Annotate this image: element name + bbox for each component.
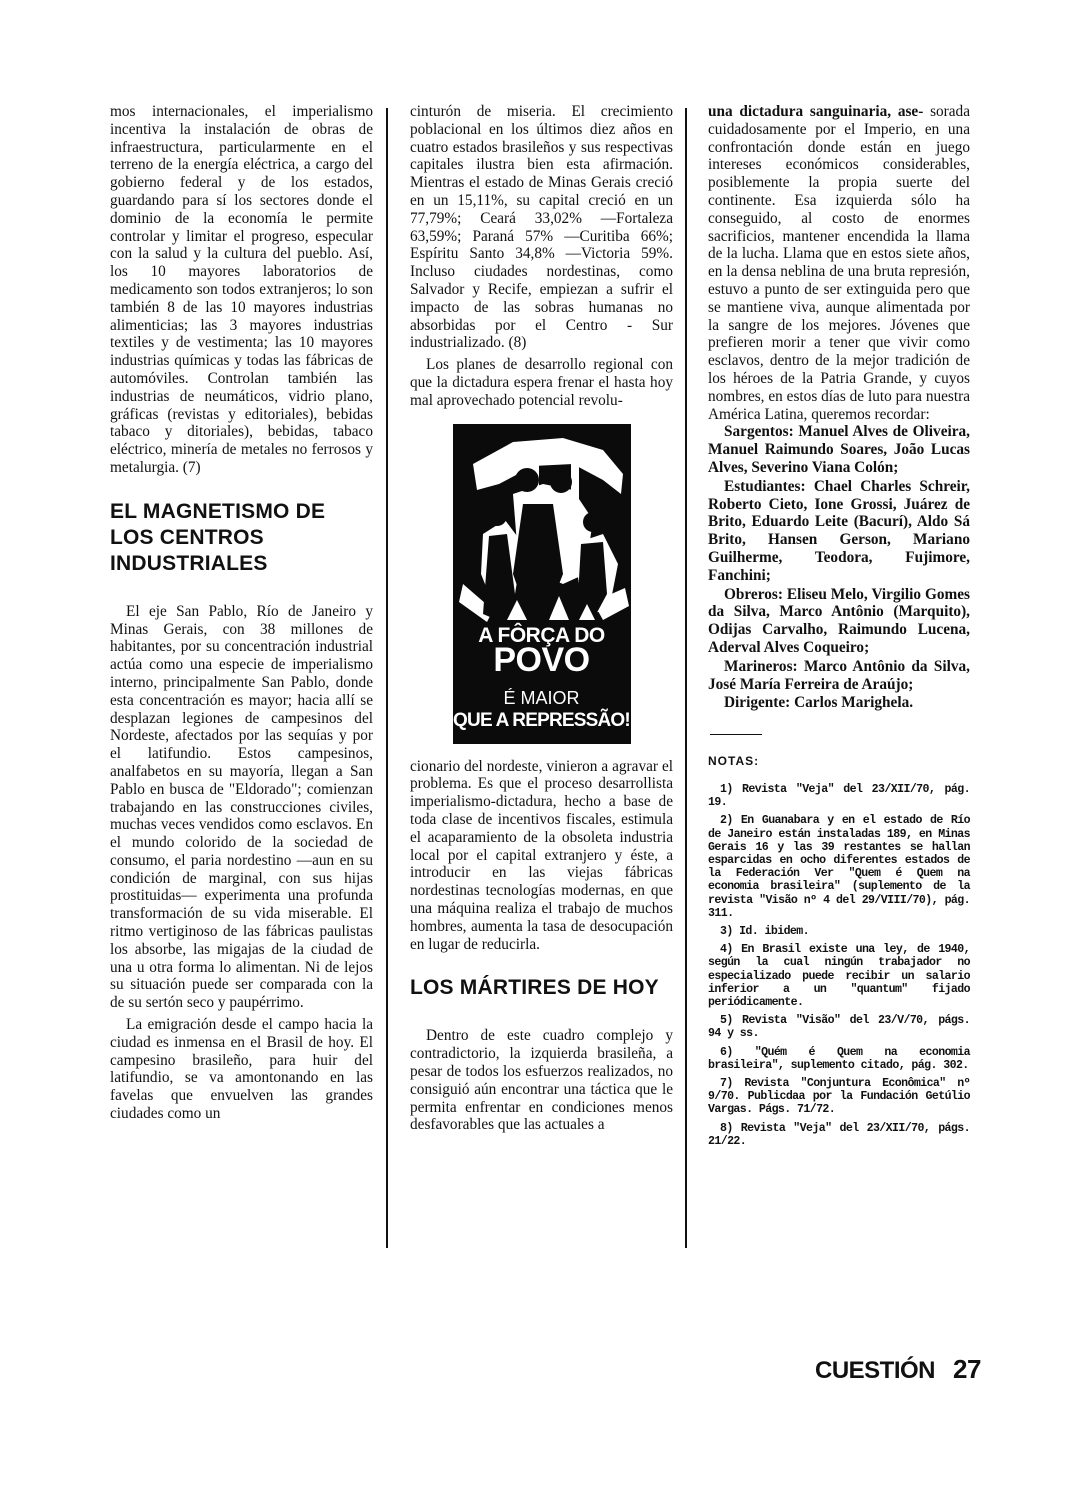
column-2 [410, 103, 673, 1134]
body-paragraph: cionario del nordeste, vinieron a agravar el problema. Es que el proceso desarrollista imperialismo-dictadura, hecho a base de toda clase de incentivos fiscales, estimula el acaparamiento de la obsoleta industria local por el capital extranjero y éste, a introducir en las viejas fábricas nordestinas tecnologías modernas, en que una máquina realiza el trabajo de muchos hombres, aumenta la tasa de desocupación en lugar de reducirla. [410, 757, 673, 953]
footnotes-list [708, 783, 970, 1148]
section-heading-martires: LOS MÁRTIRES DE HOY [410, 976, 659, 1000]
bold-lead: una dictadura sanguinaria, ase- [708, 103, 924, 120]
martyr-group-label: Obreros: [724, 585, 783, 603]
footnote: 3) Id. ibidem. [720, 924, 810, 938]
footnote: 4) En Brasil existe una ley, de 1940, según la cual ningún trabajador no especializado puede recibir un salario inferior a un "quantum" fijado periódicamente. [708, 943, 970, 1009]
martyr-group-label: Estudiantes: [724, 477, 806, 495]
body-paragraph: Los planes de desarrollo regional con que la dictadura espera frenar el hasta hoy mal aprovechado potencial revolu- [410, 356, 673, 409]
paragraph-text: sorada cuidadosamente por el Imperio, en una confrontación donde están en juego intereses económicos considerables, posiblemente la propia suerte del continente. Esa izquierda sólo ha conseguido, al costo de enormes sacrificios, mantener encendida la llama de la lucha. Llama que en estos siete años, en la densa neblina de una bruta represión, estuvo a punto de ser extinguida pero que se mantiene viva, aunque alimentada por la sangre de los mejores. Jóvenes que prefieren morir a tener que vivir como esclavos, dentro de la mejor tradición de los héroes de la Patria Grande, y cuyos nombres, en estos días de luto para nuestra América Latina, queremos recordar: [708, 103, 970, 423]
martyr-group-names: Chael Charles Schreir, Roberto Cieto, Ione Grossi, Juárez de Brito, Eduardo Leite (Bacurí), Aldo Sá Brito, Hansen Gerson, Mariano Guilherme, Teodora, Fujimore, Fanchini; [708, 477, 970, 584]
column-3 [708, 103, 970, 1148]
martyr-group-names: Marco Antônio da Silva, José María Ferreira de Araújo; [708, 657, 970, 693]
body-paragraph: cinturón de miseria. El crecimiento poblacional en los últimos diez años en cuatro estados brasileños y sus respectivas capitales ilustra bien esta afirmación. Mientras el estado de Minas Gerais creció en un 15,11%, su capital creció en un 77,79%; Ceará 33,02% —Fortaleza 63,59%; Paraná 57% —Curitiba 66%; Espíritu Santo 34,8% —Victoria 59%. Incluso ciudades nordestinas, como Salvador y Recife, empiezan a sufrir el impacto de las sobras humanas no absorbidas por el Centro - Sur industrializado. (8) [410, 103, 673, 352]
martyr-group [708, 586, 970, 657]
martyr-group-names: Manuel Alves de Oliveira, Manuel Raimundo Soares, João Lucas Alves, Severino Viana Colón; [708, 423, 970, 476]
martyr-group-names: Carlos Marighela. [794, 694, 914, 712]
martyr-group-names: Eliseu Melo, Virgilio Gomes da Silva, Marco Antônio (Marquito), Odijas Carvalho, Raimundo Lucena, Aderval Alves Coqueiro; [708, 585, 970, 656]
page-footer [815, 1354, 981, 1385]
footnote: 7) Revista "Conjuntura Econômica" nº 9/70. Publicdaa por la Fundación Getúlio Vargas. Págs. 71/72. [708, 1076, 970, 1117]
footnote: 8) Revista "Veja" del 23/XII/70, págs. 21/22. [708, 1121, 970, 1148]
column-1 [110, 103, 373, 1123]
footnote: 5) Revista "Visão" del 23/V/70, págs. 94 y ss. [708, 1014, 970, 1041]
body-paragraph: Dentro de este cuadro complejo y contradictorio, la izquierda brasileña, a pesar de todos los esfuerzos realizados, no consiguió aún encontrar una táctica que le permita enfrentar en condiciones menos desfavorables que las actuales a [410, 1027, 673, 1134]
martyrs-list [708, 423, 970, 712]
notes-title: NOTAS: [708, 754, 760, 769]
martyr-group [708, 478, 970, 585]
martyr-group [708, 423, 970, 476]
column-divider [386, 108, 388, 1248]
poster-text-line-1: A FÔRÇA DO [478, 623, 605, 647]
magazine-name: CUESTIÓN [815, 1357, 936, 1384]
body-paragraph: La emigración desde el campo hacia la ciudad es inmensa en el Brasil de hoy. El campesino brasileño, para huir del latifundio, se va amontonando en las favelas que envuelven las grandes ciudades como un [110, 1016, 373, 1123]
notes-separator [710, 734, 762, 735]
martyr-group-label: Marineros: [724, 657, 798, 675]
martyr-group-label: Sargentos: [724, 423, 794, 441]
page-number: 27 [953, 1354, 981, 1384]
body-paragraph: mos internacionales, el imperialismo incentiva la instalación de obras de infraestructura, particularmente en el terreno de la energía eléctrica, a cargo del gobierno federal y de los estados, guardando para sí los sectores donde el dominio de la economía le permite controlar y limitar el progreso, especular con la salud y la cultura del pueblo. Así, los 10 mayores laboratorios de medicamento son todos extranjeros; lo son también 8 de las 10 mayores industrias alimenticias; las 3 mayores industrias textiles y de vestimenta; las 10 mayores industrias químicas y todas las fábricas de automóviles. Controlan también las industrias de neumáticos, vidrio plano, gráficas (revistas y editoriales), bebidas tabaco y ditoriales), bebidas, tabaco eléctrico, minería de metales no ferrosos y metalurgia. (7) [110, 103, 373, 476]
poster-text-line-2: POVO [493, 640, 590, 679]
footnote: 1) Revista "Veja" del 23/XII/70, pág. 19. [708, 782, 970, 810]
poster-text-line-4: QUE A REPRESSÃO! [453, 709, 630, 731]
footnote: 2) En Guanabara y en el estado de Río de Janeiro están instaladas 189, en Minas Gerais 16 y las 39 restantes se hallan esparcidas en ocho diferentes estados de la Federación Ver "Quem é Quem na economia brasileira" (suplemento de la revista "Visão nº 4 del 29/VIII/70), pág. 311. [708, 814, 970, 920]
protest-poster-illustration [453, 424, 631, 744]
martyr-group [708, 694, 970, 712]
body-paragraph [708, 103, 970, 423]
martyr-group [708, 658, 970, 694]
martyr-group-label: Dirigente: [724, 694, 791, 712]
column-divider [685, 108, 687, 1248]
poster-text-line-3: É MAIOR [503, 687, 580, 708]
section-heading-magnetismo: EL MAGNETISMO DE LOS CENTROS INDUSTRIALES [110, 499, 326, 575]
body-paragraph: El eje San Pablo, Río de Janeiro y Minas Gerais, con 38 millones de habitantes, por su concentración industrial actúa como una especie de imperialismo interno, principalmente San Pablo, donde esta concentración es mayor; hacia allí se desplazan legiones de campesinos del Nordeste, afectados por las sequías y por el latifundio. Estos campesinos, analfabetos en su mayoría, llegan a San Pablo en busca de "Eldorado"; comienzan trabajando en las construcciones civiles, muchas veces vendidos como esclavos. En el mundo colorido de la sociedad de consumo, el paria nordestino —aun en su condición de marginal, con sus hijas prostituidas— experimenta una profunda transformación de su vida miserable. El ritmo vertiginoso de las fábricas paulistas los absorbe, las migajas de la ciudad de una u otra forma lo alimentan. Ni de lejos su situación puede ser comparada con la de su sertón seco y paupérrimo. [110, 602, 373, 1012]
footnote: 6) "Quém é Quem na economia brasileira", suplemento citado, pág. 302. [708, 1045, 970, 1072]
